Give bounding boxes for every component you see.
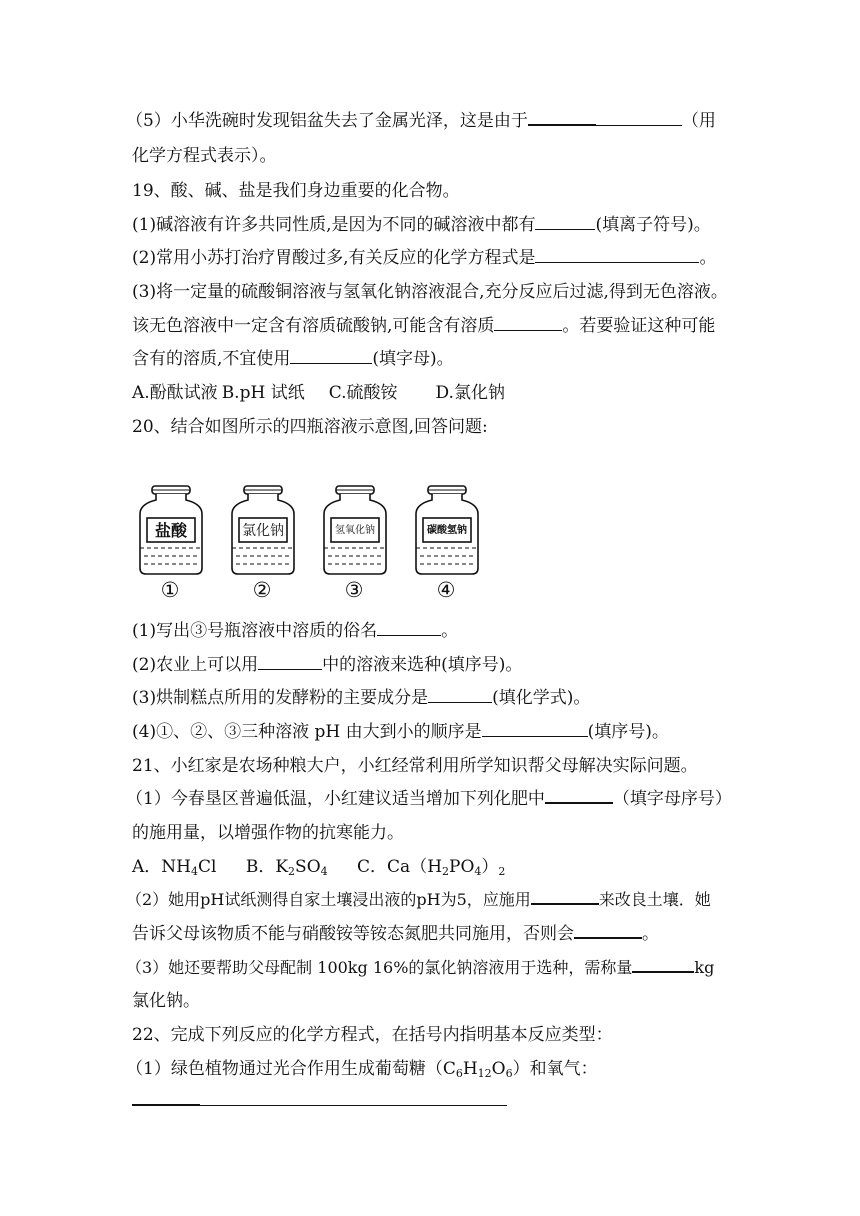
q21-p1-text-a: （1）今春垦区普遍低温，小红建议适当增加下列化肥中	[126, 789, 545, 809]
answer-blank-ext[interactable]	[596, 124, 682, 126]
answer-blank[interactable]	[574, 936, 642, 939]
q19-p3-line1: (3)将一定量的硫酸铜溶液与氢氧化钠溶液混合,充分反应后过滤,得到无色溶液。	[132, 282, 728, 302]
bottle-2-label: 氯化钠	[242, 523, 284, 539]
q21-p2-text-b: 来改良土壤．她	[598, 890, 711, 909]
q22-p1-text-c: O	[491, 1059, 506, 1079]
q21-options	[132, 856, 505, 878]
q21-p1-text-b: （填字母序号）	[612, 789, 732, 809]
option-c-sub2: 4	[474, 865, 482, 878]
bottle-1-label: 盐酸	[154, 521, 187, 540]
q21-p3-line2: 氯化钠。	[132, 991, 200, 1011]
option-b: B.pH 试纸	[221, 383, 305, 403]
bottle-3-number: ③	[344, 578, 364, 602]
option-c-text: C．Ca（H	[357, 857, 443, 877]
q22-p1-text-a: （1）绿色植物通过光合作用生成葡萄糖（C	[126, 1059, 456, 1079]
q19-p2-text-a: (2)常用小苏打治疗胃酸过多,有关反应的化学方程式是	[132, 248, 536, 268]
bottle-1	[136, 484, 206, 604]
option-c-sub3: 2	[498, 865, 506, 878]
q20-p4-text-b: (填序号)。	[587, 722, 669, 742]
q19-p3-text-d: (填字母)。	[372, 349, 454, 369]
q19-p3-text-b: 。若要验证这种可能	[562, 316, 716, 336]
q22-title: 22、完成下列反应的化学方程式，在括号内指明基本反应类型：	[132, 1025, 613, 1045]
answer-blank[interactable]	[632, 970, 694, 973]
q20-p3	[132, 687, 590, 709]
answer-blank[interactable]	[258, 668, 322, 670]
answer-blank[interactable]	[494, 329, 562, 331]
q18-5-text-b: （用	[681, 111, 716, 131]
bottle-3	[320, 484, 390, 604]
option-c	[357, 856, 505, 878]
q22-p1-text-d: ）和氧气：	[512, 1059, 598, 1079]
q21-p2-line1	[126, 889, 711, 911]
answer-line-bold	[132, 1104, 200, 1106]
bottle-3-label: 氢氧化钠	[335, 525, 375, 536]
option-c-text2: PO	[449, 857, 475, 877]
q19-p2-text-b: 。	[699, 248, 717, 268]
q20-p2-text-a: (2)农业上可以用	[132, 655, 259, 675]
answer-blank[interactable]	[482, 735, 588, 737]
q21-p1-line1	[126, 788, 732, 810]
option-a-text: A．NH	[132, 857, 191, 877]
q19-p1-text-b: (填离子符号)。	[595, 215, 711, 235]
q19-options	[132, 382, 505, 404]
q21-p3-line1	[126, 957, 714, 979]
option-c-sub1: 2	[442, 865, 450, 878]
answer-blank[interactable]	[531, 902, 599, 905]
q19-p3-text-a: 该无色溶液中一定含有溶质硫酸钠,可能含有溶质	[132, 316, 495, 336]
q20-p3-text-b: (填化学式)。	[492, 688, 591, 708]
option-b-sub2: 4	[320, 865, 328, 878]
q21-title: 21、小红家是农场种粮大户，小红经常利用所学知识帮父母解决实际问题。	[132, 756, 698, 776]
bottle-figure	[128, 484, 488, 604]
q19-p1	[132, 214, 711, 236]
q20-p1	[132, 620, 458, 642]
answer-blank[interactable]	[528, 123, 596, 126]
q20-p2	[132, 654, 522, 676]
q19-p2	[132, 247, 716, 269]
option-c: C.硫酸铵	[328, 383, 398, 403]
q19-p1-text-a: (1)碱溶液有许多共同性质,是因为不同的碱溶液中都有	[132, 215, 536, 235]
q20-p4-text-a: (4)①、②、③三种溶液 pH 由大到小的顺序是	[132, 722, 482, 742]
option-c-text3: ）	[481, 857, 499, 877]
q21-p2-text-d: 。	[642, 924, 659, 944]
q20-p3-text-a: (3)烘制糕点所用的发酵粉的主要成分是	[132, 688, 429, 708]
q22-sub-2: 12	[477, 1067, 492, 1080]
answer-blank[interactable]	[545, 801, 613, 804]
option-d: D.氯化钠	[435, 383, 505, 403]
q20-p4	[132, 721, 669, 743]
q19-p3-line3	[132, 348, 454, 370]
answer-blank[interactable]	[377, 634, 441, 636]
q21-p3-text-b: kg	[694, 958, 715, 977]
bottle-2-number: ②	[252, 578, 272, 602]
option-b-sub1: 2	[288, 865, 296, 878]
q20-title: 20、结合如图所示的四瓶溶液示意图,回答问题:	[132, 417, 488, 437]
q20-p2-text-b: 中的溶液来选种(填序号)。	[322, 655, 523, 675]
q21-p2-line2	[132, 923, 659, 945]
q19-p3-line2	[132, 315, 715, 337]
option-b-text2: SO	[295, 857, 321, 877]
q22-sub-1: 6	[455, 1067, 463, 1080]
q21-p2-text-a: （2）她用pH试纸测得自家土壤浸出液的pH为5，应施用	[126, 890, 531, 909]
q18-5-text-a: （5）小华洗碗时发现铝盆失去了金属光泽，这是由于	[126, 111, 528, 131]
bottle-4	[412, 484, 482, 604]
q22-p1-text-b: H	[462, 1059, 478, 1079]
option-a-text2: Cl	[197, 857, 217, 877]
answer-blank[interactable]	[428, 701, 492, 703]
bottle-4-number: ④	[436, 578, 456, 602]
q21-p1-line2: 的施用量，以增强作物的抗寒能力。	[132, 823, 404, 843]
q18-5-line1	[126, 110, 716, 132]
option-b-text: B．K	[245, 857, 289, 877]
q21-p2-text-c: 告诉父母该物质不能与硝酸铵等铵态氮肥共同施用，否则会	[132, 924, 574, 944]
q22-p1	[126, 1058, 598, 1080]
bottle-4-label: 碳酸氢钠	[427, 525, 467, 536]
q18-5-line2: 化学方程式表示）。	[132, 146, 277, 166]
q21-p3-text-a: （3）她还要帮助父母配制 100kg 16%的氯化钠溶液用于选种，需称量	[126, 958, 633, 977]
q22-sub-3: 6	[505, 1067, 513, 1080]
bottle-2	[228, 484, 298, 604]
option-b	[246, 856, 328, 878]
option-a	[132, 856, 216, 878]
answer-blank[interactable]	[535, 228, 595, 230]
option-a-sub: 4	[190, 865, 198, 878]
answer-blank[interactable]	[535, 261, 699, 263]
q19-p3-text-c: 含有的溶质,不宜使用	[132, 349, 291, 369]
q20-p1-text-a: (1)写出③号瓶溶液中溶质的俗名	[132, 621, 378, 641]
q19-title: 19、酸、碱、盐是我们身边重要的化合物。	[132, 181, 460, 201]
answer-blank[interactable]	[290, 362, 372, 364]
q20-p1-text-b: 。	[441, 621, 459, 641]
option-a: A.酚酞试液	[132, 383, 218, 403]
bottle-1-number: ①	[160, 578, 180, 602]
